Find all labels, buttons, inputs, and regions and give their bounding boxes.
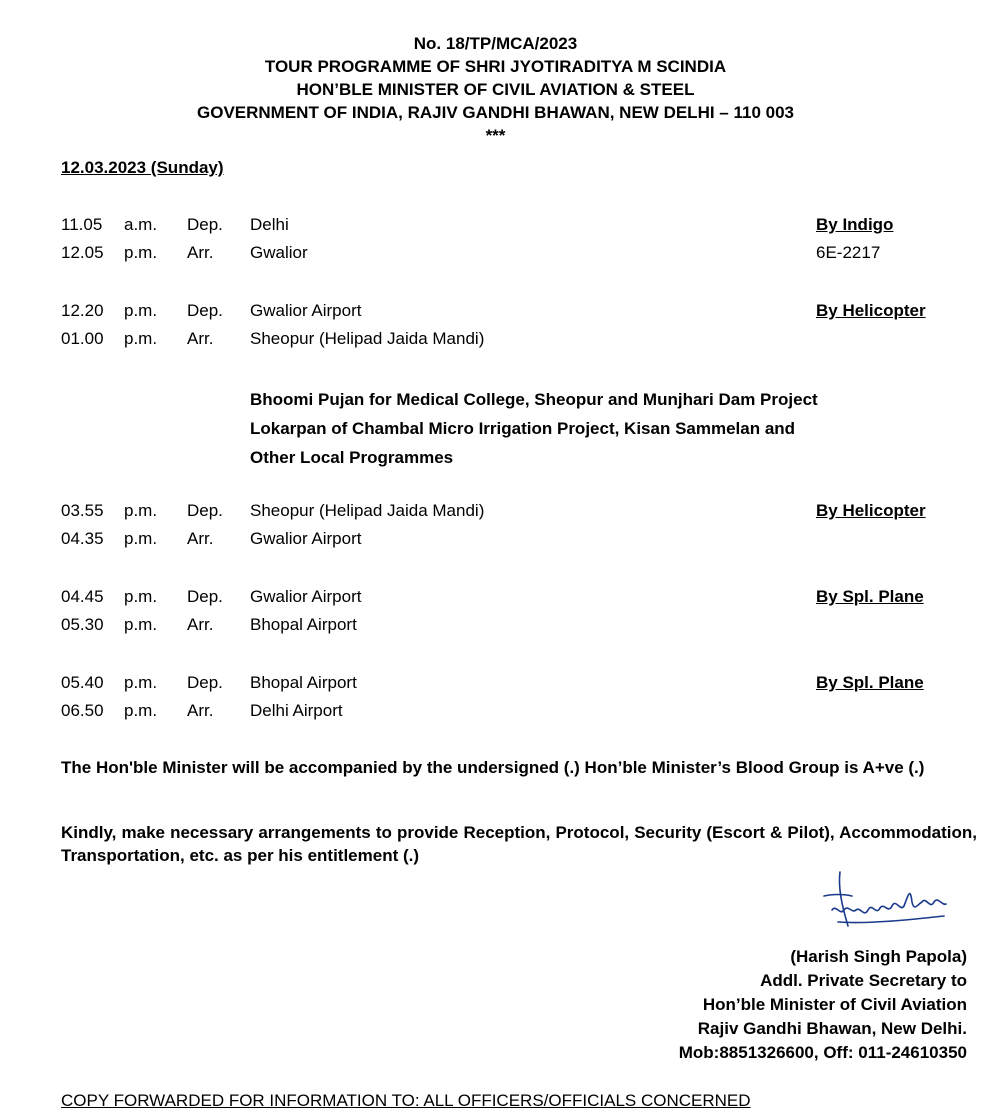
row-place: Gwalior Airport bbox=[250, 301, 362, 320]
row-type: Arr. bbox=[187, 529, 214, 548]
row-ampm: p.m. bbox=[124, 329, 158, 348]
itinerary-row bbox=[0, 215, 991, 239]
row-ampm: p.m. bbox=[124, 243, 158, 262]
flight-number: 6E-2217 bbox=[816, 243, 881, 262]
row-mode: By Helicopter bbox=[816, 301, 926, 320]
arrangements-note: Kindly, make necessary arrangements to provide Reception, Protocol, Security (Escort & Pilot), Accommodation, Transportation, etc. as per his entitlement (.) bbox=[61, 823, 977, 865]
row-place: Sheopur (Helipad Jaida Mandi) bbox=[250, 329, 485, 348]
office-address: GOVERNMENT OF INDIA, RAJIV GANDHI BHAWAN, NEW DELHI – 110 003 bbox=[197, 103, 794, 122]
row-place: Bhopal Airport bbox=[250, 673, 357, 692]
signature-block bbox=[679, 945, 967, 1065]
row-ampm: p.m. bbox=[124, 529, 158, 548]
row-place: Gwalior bbox=[250, 243, 308, 262]
signatory-name: (Harish Singh Papola) bbox=[790, 947, 967, 966]
row-type: Dep. bbox=[187, 587, 223, 606]
itinerary-row bbox=[0, 243, 991, 267]
itinerary-row bbox=[0, 529, 991, 553]
row-type: Dep. bbox=[187, 215, 223, 234]
tour-date: 12.03.2023 (Sunday) bbox=[61, 158, 224, 177]
programme-line: Lokarpan of Chambal Micro Irrigation Project, Kisan Sammelan and bbox=[250, 419, 796, 438]
row-type: Arr. bbox=[187, 243, 214, 262]
row-mode: By Spl. Plane bbox=[816, 587, 924, 606]
row-place: Delhi bbox=[250, 215, 289, 234]
itinerary-row bbox=[0, 701, 991, 725]
programme-details bbox=[250, 385, 818, 472]
document-title: TOUR PROGRAMME OF SHRI JYOTIRADITYA M SCINDIA bbox=[264, 57, 727, 76]
row-type: Arr. bbox=[187, 329, 214, 348]
signatory-designation: Addl. Private Secretary to bbox=[760, 971, 967, 990]
row-time: 12.05 bbox=[61, 243, 104, 262]
itinerary-row bbox=[0, 615, 991, 639]
row-ampm: p.m. bbox=[124, 301, 158, 320]
signatory-contact: Mob:8851326600, Off: 011-24610350 bbox=[678, 1043, 967, 1062]
row-ampm: p.m. bbox=[124, 701, 158, 720]
itinerary-row bbox=[0, 587, 991, 611]
row-mode: By Indigo bbox=[816, 215, 894, 234]
row-time: 03.55 bbox=[61, 501, 104, 520]
signatory-office: Hon’ble Minister of Civil Aviation bbox=[702, 995, 967, 1014]
row-mode: By Helicopter bbox=[816, 501, 926, 520]
row-place: Gwalior Airport bbox=[250, 529, 362, 548]
row-type: Dep. bbox=[187, 673, 223, 692]
row-mode: By Spl. Plane bbox=[816, 673, 924, 692]
row-place: Bhopal Airport bbox=[250, 615, 357, 634]
row-place: Gwalior Airport bbox=[250, 587, 362, 606]
header-separator: *** bbox=[485, 126, 506, 145]
row-time: 04.35 bbox=[61, 529, 104, 548]
row-time: 06.50 bbox=[61, 701, 104, 720]
row-ampm: a.m. bbox=[124, 215, 158, 234]
row-ampm: p.m. bbox=[124, 587, 158, 606]
row-time: 05.40 bbox=[61, 673, 104, 692]
row-time: 01.00 bbox=[61, 329, 104, 348]
row-type: Arr. bbox=[187, 615, 214, 634]
row-type: Dep. bbox=[187, 501, 223, 520]
minister-designation: HON’BLE MINISTER OF CIVIL AVIATION & STEEL bbox=[296, 80, 695, 99]
signature-image bbox=[818, 866, 950, 936]
programme-line: Bhoomi Pujan for Medical College, Sheopur and Munjhari Dam Project bbox=[250, 390, 818, 409]
row-type: Dep. bbox=[187, 301, 223, 320]
row-ampm: p.m. bbox=[124, 501, 158, 520]
itinerary-row bbox=[0, 329, 991, 353]
row-time: 12.20 bbox=[61, 301, 104, 320]
accompaniment-note: The Hon'ble Minister will be accompanied by the undersigned (.) Hon’ble Minister’s Blood Group is A+ve (.) bbox=[61, 758, 925, 777]
reference-number: No. 18/TP/MCA/2023 bbox=[413, 34, 578, 53]
copy-forwarded-line: COPY FORWARDED FOR INFORMATION TO: ALL OFFICERS/OFFICIALS CONCERNED bbox=[61, 1091, 751, 1110]
row-place: Delhi Airport bbox=[250, 701, 343, 720]
row-ampm: p.m. bbox=[124, 673, 158, 692]
signatory-address: Rajiv Gandhi Bhawan, New Delhi. bbox=[697, 1019, 967, 1038]
programme-line: Other Local Programmes bbox=[250, 448, 454, 467]
row-ampm: p.m. bbox=[124, 615, 158, 634]
row-type: Arr. bbox=[187, 701, 214, 720]
itinerary-row bbox=[0, 301, 991, 325]
row-time: 04.45 bbox=[61, 587, 104, 606]
row-time: 11.05 bbox=[61, 215, 103, 234]
itinerary-row bbox=[0, 673, 991, 697]
itinerary-row bbox=[0, 501, 991, 525]
row-time: 05.30 bbox=[61, 615, 104, 634]
row-place: Sheopur (Helipad Jaida Mandi) bbox=[250, 501, 485, 520]
